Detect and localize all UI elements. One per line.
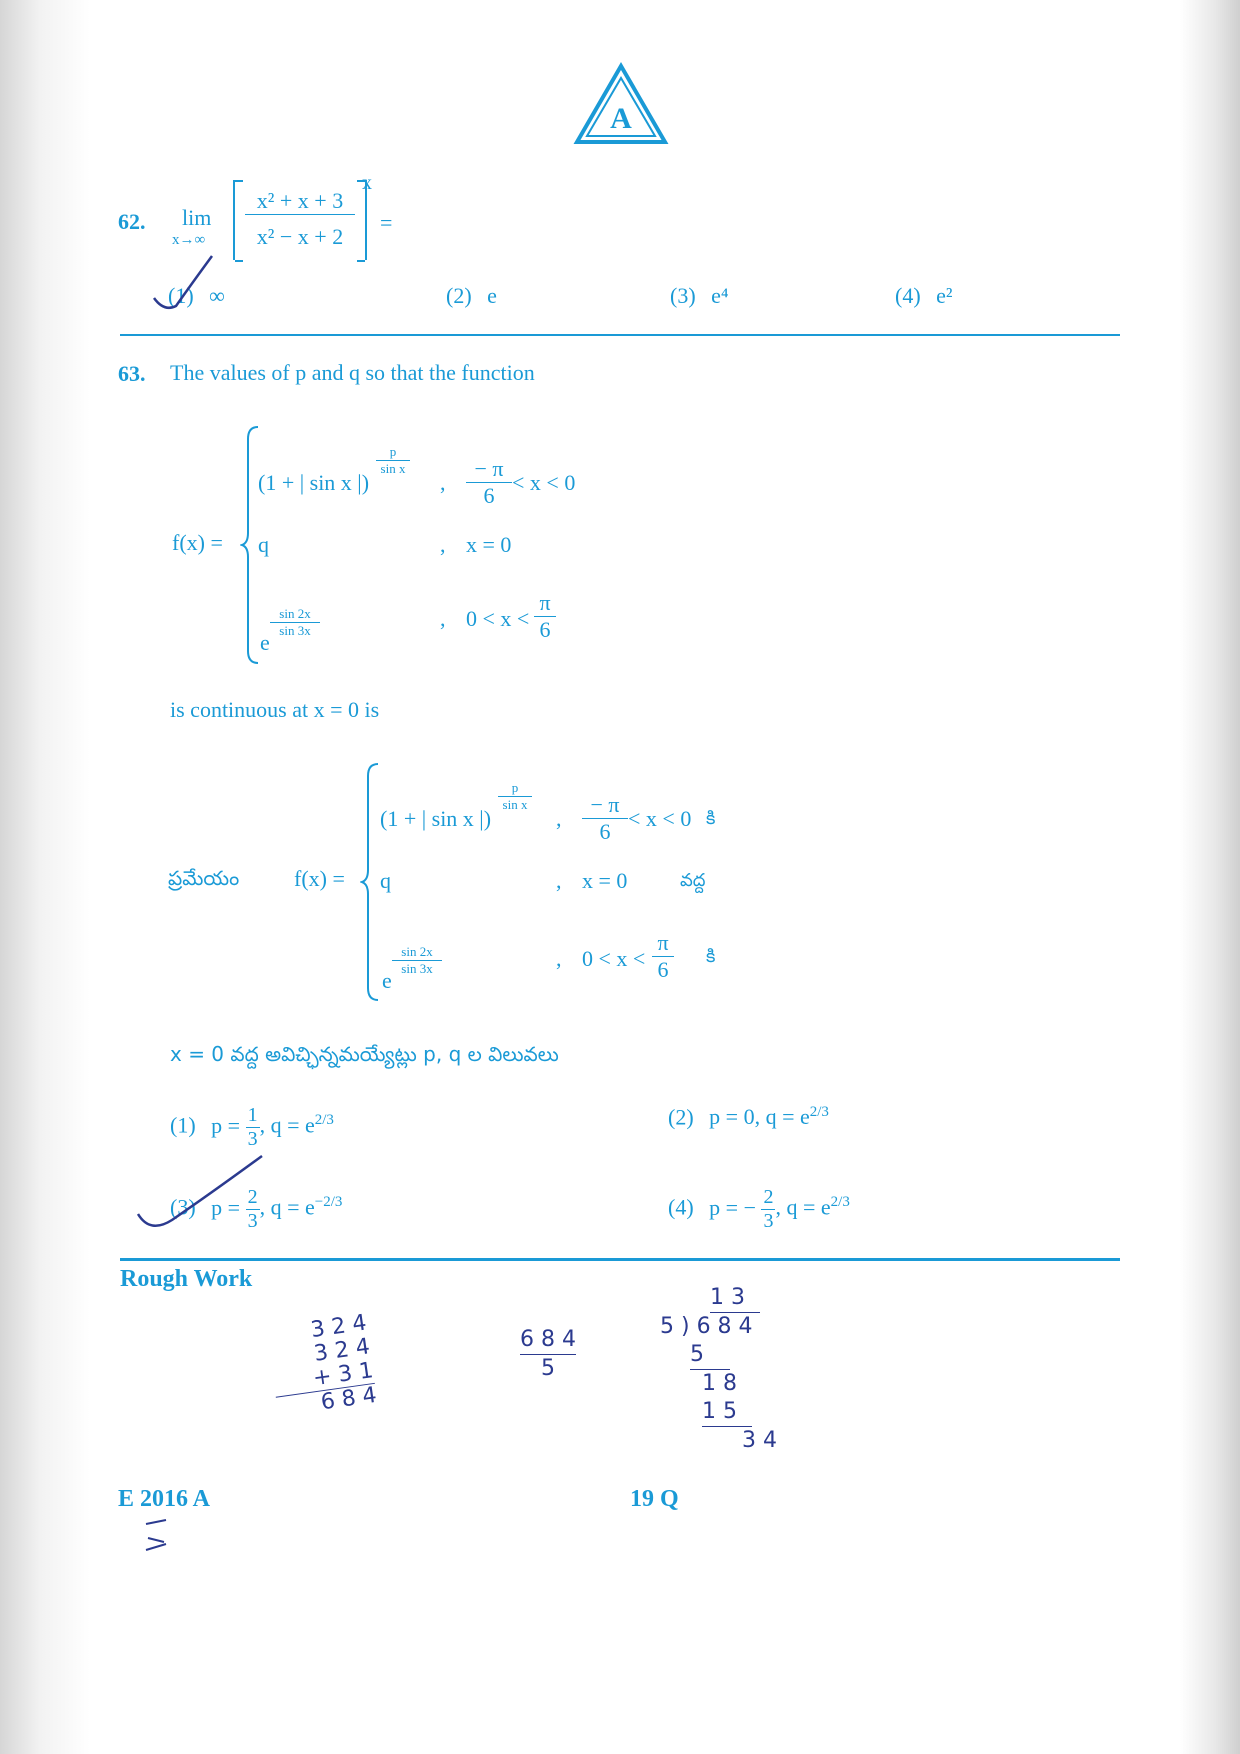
- q-exponent: 2/3: [809, 1104, 829, 1120]
- comma: ,: [556, 946, 562, 971]
- option-label: (4): [895, 283, 921, 308]
- lim-subscript: x→∞: [172, 232, 206, 248]
- option-label: (2): [446, 283, 472, 308]
- option-value: e⁴: [711, 283, 729, 308]
- q62-option-4[interactable]: [895, 283, 953, 309]
- case3-exp-num: sin 2x: [270, 606, 320, 623]
- case1-cond-num: − π: [582, 792, 628, 819]
- telugu-lead: ప్రమేయం: [168, 866, 240, 890]
- q62-option-3[interactable]: [670, 283, 729, 309]
- option-label: (4): [668, 1194, 694, 1220]
- question-stem: The values of p and q so that the function: [170, 360, 535, 385]
- rough-calc-division: 1 3 5 ) 6 8 4 5 1 8 1 5 3 4: [660, 1285, 777, 1453]
- case1-cond-rest: < x < 0: [512, 470, 576, 495]
- case3-cond-num: π: [652, 930, 674, 957]
- limit-denominator: x² − x + 2: [256, 224, 344, 249]
- case1-cond-rest: < x < 0: [628, 806, 692, 831]
- limit-exponent: x: [362, 172, 372, 194]
- question-number: 62.: [118, 209, 146, 234]
- handwritten-marks-icon: [140, 1512, 180, 1556]
- case3-base: e: [382, 968, 392, 993]
- rough-calc-addition: 3 2 4 3 2 4 + 3 1 6 8 4: [266, 1312, 379, 1422]
- telugu-suffix: కి: [706, 946, 716, 967]
- option-label: (2): [668, 1104, 694, 1130]
- case1-exponent: [498, 780, 532, 813]
- case2-value: q: [380, 868, 391, 893]
- p-fraction: $\frac{1}{3}$: [247, 1104, 258, 1150]
- case2-value: q: [258, 532, 269, 557]
- case3-cond-frac: [534, 590, 556, 643]
- case1-cond-frac: [582, 792, 628, 845]
- function-label: f(x) =: [172, 530, 223, 555]
- option-label: (1): [168, 283, 194, 308]
- case3-cond-den: 6: [657, 957, 669, 982]
- piecewise-brace: [240, 425, 260, 665]
- case3-exp-num: sin 2x: [392, 944, 442, 961]
- handwritten-tick-icon: [130, 1150, 270, 1240]
- case1-exp-den: sin x: [380, 461, 406, 476]
- case3-cond-lead: 0 < x <: [582, 946, 646, 971]
- case1-base: (1 + | sin x |): [258, 470, 370, 495]
- bracket: [233, 180, 367, 260]
- q63-option-4[interactable]: [668, 1186, 850, 1233]
- q-exponent: 2/3: [830, 1194, 850, 1211]
- question-number: 63.: [118, 361, 146, 386]
- option-value: ∞: [209, 283, 225, 308]
- case3-exp-den: sin 3x: [401, 961, 433, 976]
- case1-exp-num: p: [498, 780, 532, 797]
- option-label: (3): [670, 283, 696, 308]
- telugu-stem: x = 0 వద్ద అవిచ్ఛిన్నమయ్యేట్లు p, q ల విలువలు: [170, 1042, 559, 1066]
- handwritten-tick-icon: [150, 250, 240, 320]
- divider: [120, 1258, 1120, 1261]
- case3-cond-frac: [652, 930, 674, 983]
- option-q: , q = e: [259, 1194, 315, 1220]
- q-exponent: −2/3: [314, 1194, 343, 1211]
- divider: [120, 334, 1120, 336]
- option-value: e²: [936, 283, 953, 308]
- case3-cond-den: 6: [539, 617, 551, 642]
- case3-exponent: [392, 944, 442, 977]
- lim-label: lim: [182, 205, 212, 230]
- equals-sign: =: [380, 210, 393, 235]
- p-fraction: $\frac{2}{3}$: [763, 1186, 774, 1232]
- case1-exp-num: p: [376, 444, 410, 461]
- function-label: f(x) =: [294, 866, 345, 891]
- comma: ,: [440, 470, 446, 495]
- case3-base: e: [260, 630, 270, 655]
- piecewise-brace: [360, 762, 380, 1002]
- case1-cond-den: 6: [599, 819, 611, 844]
- page-number: 19 Q: [630, 1486, 679, 1512]
- case1-exp-den: sin x: [502, 797, 528, 812]
- case3-cond-num: π: [534, 590, 556, 617]
- option-p: p = 0, q = e: [709, 1104, 810, 1130]
- case3-cond-lead: 0 < x <: [466, 606, 530, 631]
- case3-exponent: [270, 606, 320, 639]
- series-letter: A: [610, 102, 632, 135]
- series-triangle-badge: [573, 62, 669, 146]
- q62-option-2[interactable]: [446, 283, 497, 309]
- case3-exp-den: sin 3x: [279, 623, 311, 638]
- option-value: e: [487, 283, 497, 308]
- case2-condition: x = 0: [582, 868, 628, 893]
- option-p: p =: [211, 1194, 241, 1220]
- telugu-suffix: వద్ద: [680, 870, 706, 891]
- question-stem-end: is continuous at x = 0 is: [170, 697, 380, 722]
- telugu-suffix: కి: [706, 808, 716, 829]
- comma: ,: [556, 806, 562, 831]
- p-fraction: $\frac{2}{3}$: [247, 1186, 258, 1232]
- case2-condition: x = 0: [466, 532, 512, 557]
- rough-calc-fraction: 6 8 4 5: [520, 1327, 576, 1381]
- q63-option-1[interactable]: [170, 1104, 334, 1151]
- case1-exponent: [376, 444, 410, 477]
- q-exponent: 2/3: [314, 1112, 334, 1129]
- comma: ,: [440, 606, 446, 631]
- option-label: (3): [170, 1194, 196, 1220]
- comma: ,: [556, 868, 562, 893]
- case1-cond-num: − π: [466, 456, 512, 483]
- option-p: p =: [211, 1112, 241, 1138]
- footer-code: E 2016 A: [118, 1486, 211, 1512]
- option-q: , q = e: [259, 1112, 315, 1138]
- option-q: , q = e: [775, 1194, 831, 1220]
- comma: ,: [440, 532, 446, 557]
- case1-expression: [258, 470, 369, 496]
- limit-numerator: x² + x + 3: [245, 188, 355, 215]
- case1-base: (1 + | sin x |): [380, 806, 492, 831]
- case1-cond-frac: [466, 456, 512, 509]
- rough-work-title: Rough Work: [120, 1266, 253, 1292]
- option-label: (1): [170, 1112, 196, 1138]
- option-p: p = −: [709, 1194, 756, 1220]
- q63-option-2[interactable]: [668, 1104, 829, 1130]
- case1-cond-den: 6: [483, 483, 495, 508]
